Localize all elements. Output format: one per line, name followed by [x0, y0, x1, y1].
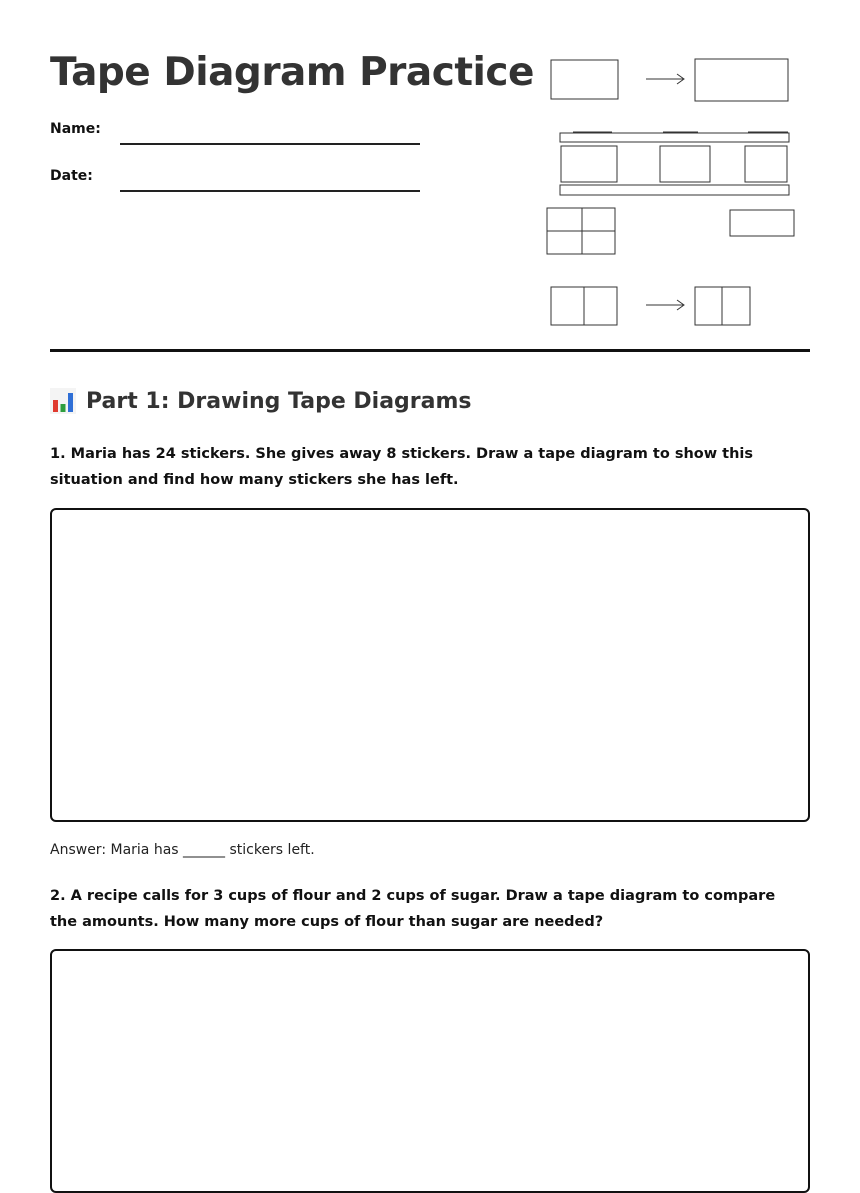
date-field	[50, 168, 93, 184]
name-line[interactable]	[120, 143, 420, 145]
bar-chart-icon	[50, 388, 76, 414]
date-line[interactable]	[120, 190, 420, 192]
sketch-box	[551, 60, 618, 99]
sketch-tape-top	[560, 133, 789, 142]
answer-box-1[interactable]	[50, 508, 810, 822]
header-divider	[50, 349, 810, 352]
date-label: Date:	[50, 168, 93, 184]
question-2: 2. A recipe calls for 3 cups of flour and 2 cups of sugar. Draw a tape diagram to compare the amounts. How many more cups of flour than sugar are needed?	[50, 888, 776, 930]
sketch-box	[660, 146, 710, 182]
answer-line-1: Answer: Maria has ______ stickers left.	[50, 842, 315, 858]
tape-diagram-sketch	[540, 50, 800, 335]
sketch-tape-bottom	[560, 185, 789, 195]
part1-heading	[50, 388, 472, 414]
part1-heading-text: Part 1: Drawing Tape Diagrams	[86, 388, 472, 414]
sketch-box	[695, 59, 788, 101]
sketch-box	[561, 146, 617, 182]
sketch-box	[730, 210, 794, 236]
answer-box-2[interactable]	[50, 949, 810, 1193]
page-title: Tape Diagram Practice	[50, 50, 534, 95]
name-label: Name:	[50, 121, 101, 137]
sketch-box	[745, 146, 787, 182]
question-1: 1. Maria has 24 stickers. She gives away 8 stickers. Draw a tape diagram to show this situation and find how many stickers she has left.	[50, 446, 754, 488]
name-field	[50, 121, 101, 137]
